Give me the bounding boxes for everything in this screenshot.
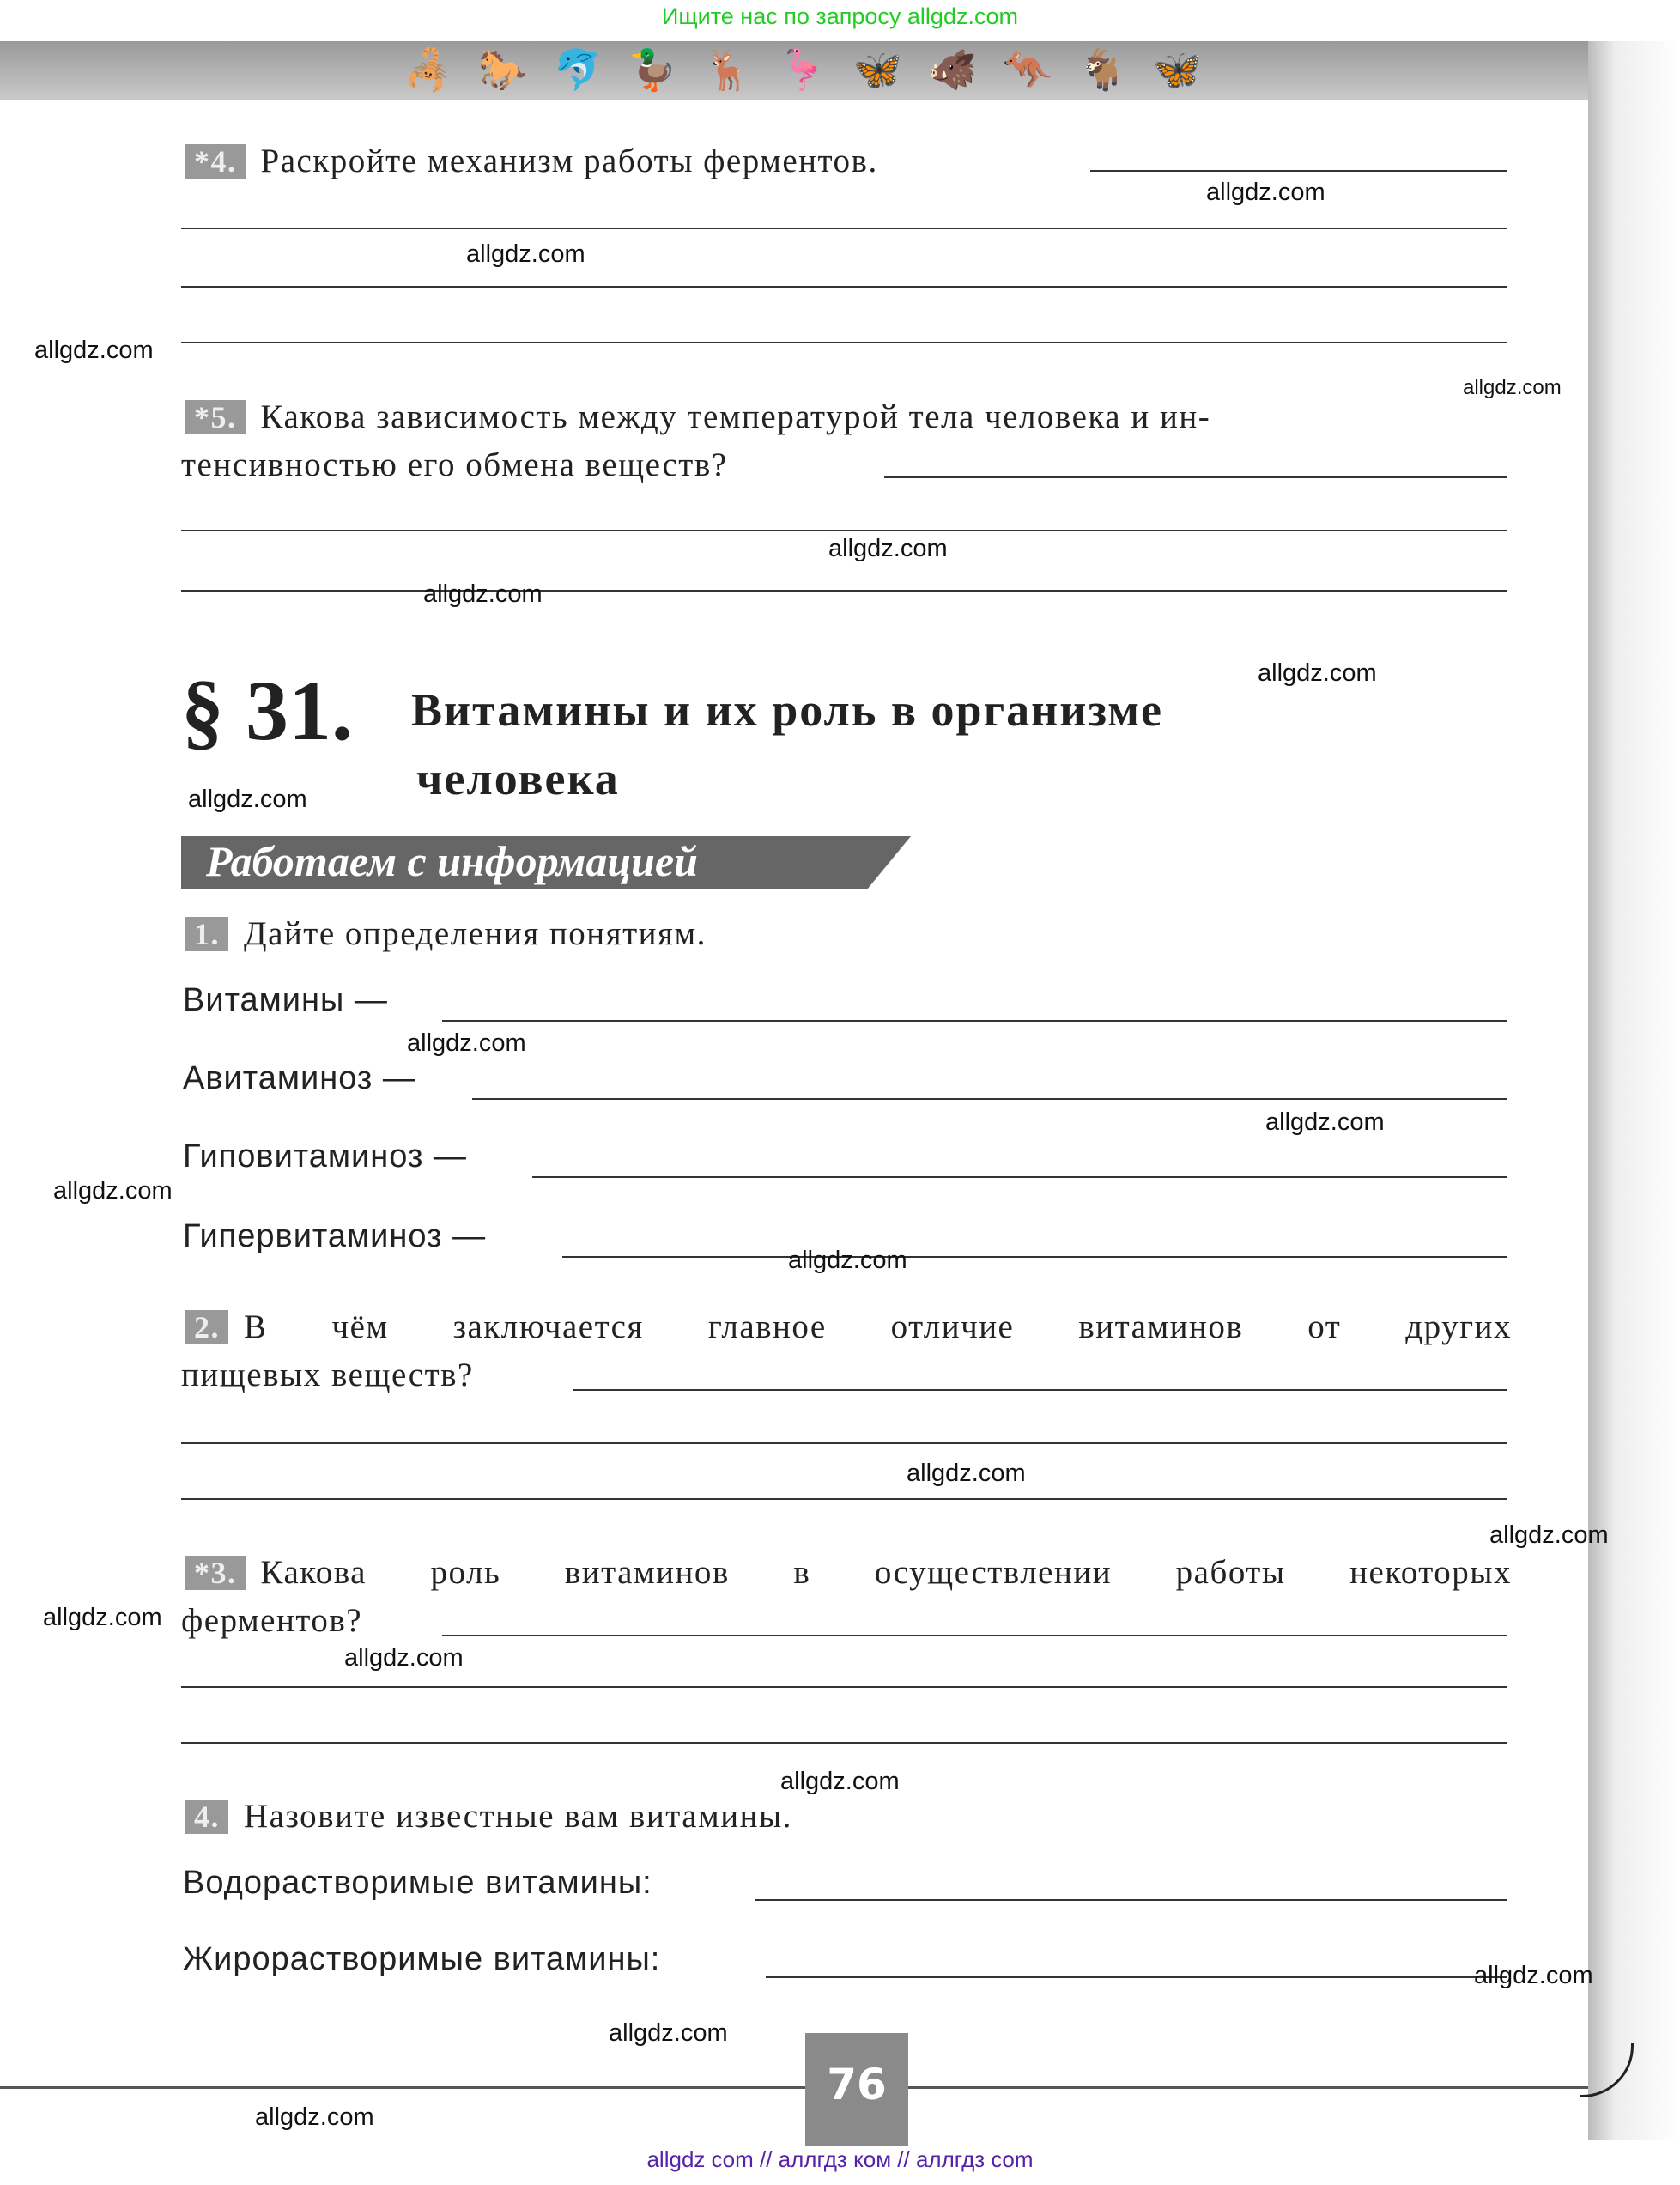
- watermark: allgdz.com: [1258, 659, 1377, 687]
- watermark: allgdz.com: [1206, 179, 1325, 206]
- section-title-line1: Витамины и их роль в организме: [411, 684, 1164, 736]
- question-number: *5.: [185, 400, 246, 434]
- watermark: allgdz.com: [907, 1460, 1026, 1487]
- question-2: [185, 1303, 1512, 1351]
- question-text: Назовите известные вам витамины.: [244, 1798, 792, 1835]
- answer-line[interactable]: [181, 228, 1507, 229]
- answer-line[interactable]: [1090, 170, 1507, 172]
- question-text: В чём заключается главное отличие витаминов от других: [244, 1308, 1512, 1345]
- section-banner-text: Работаем с информацией: [206, 837, 698, 885]
- answer-line[interactable]: [181, 286, 1507, 288]
- question-5: [185, 393, 1210, 441]
- question-number: 2.: [185, 1310, 228, 1344]
- term-hypervitaminosis: Гипервитаминоз —: [183, 1218, 487, 1254]
- page-number: 76: [805, 2033, 908, 2146]
- answer-line[interactable]: [562, 1256, 1507, 1258]
- question-text: Дайте определения понятиям.: [244, 915, 707, 952]
- answer-line[interactable]: [181, 1442, 1507, 1444]
- answer-line[interactable]: [181, 530, 1507, 531]
- page-edge: [1588, 41, 1680, 2140]
- answer-line[interactable]: [532, 1176, 1507, 1178]
- term-avitaminosis: Авитаминоз —: [183, 1060, 416, 1096]
- question-text-cont: пищевых веществ?: [181, 1357, 474, 1393]
- watermark: allgdz.com: [1265, 1108, 1385, 1136]
- watermark: allgdz.com: [255, 2103, 374, 2131]
- fat-soluble-label: Жирорастворимые витамины:: [183, 1941, 661, 1977]
- term-hypovitaminosis: Гиповитаминоз —: [183, 1138, 467, 1174]
- watermark: allgdz.com: [780, 1768, 900, 1795]
- watermark: allgdz.com: [1474, 1962, 1593, 1989]
- answer-line[interactable]: [755, 1899, 1507, 1901]
- watermark: allgdz.com: [1463, 376, 1562, 399]
- answer-line[interactable]: [442, 1020, 1507, 1022]
- page-bottom-rule: [0, 2086, 1588, 2089]
- watermark: allgdz.com: [828, 535, 948, 562]
- answer-line[interactable]: [442, 1635, 1507, 1636]
- answer-line[interactable]: [573, 1389, 1507, 1391]
- watermark: allgdz.com: [1489, 1521, 1609, 1549]
- term-vitamins: Витамины —: [183, 982, 388, 1018]
- watermark: allgdz.com: [344, 1644, 464, 1672]
- answer-line[interactable]: [181, 1686, 1507, 1688]
- watermark: allgdz.com: [53, 1177, 173, 1205]
- section-title-line2: человека: [416, 753, 620, 804]
- answer-line[interactable]: [766, 1976, 1507, 1978]
- answer-line[interactable]: [884, 476, 1507, 478]
- watermark: allgdz.com: [43, 1604, 162, 1631]
- answer-line[interactable]: [181, 1498, 1507, 1500]
- question-number: *4.: [185, 144, 246, 179]
- question-4: [185, 137, 878, 185]
- answer-line[interactable]: [181, 590, 1507, 592]
- answer-line[interactable]: [472, 1098, 1507, 1100]
- watermark: allgdz.com: [188, 786, 307, 813]
- question-text: Раскройте механизм работы ферментов.: [260, 143, 878, 179]
- question-text-cont: тенсивностью его обмена веществ?: [181, 446, 728, 483]
- watermark: allgdz.com: [466, 240, 585, 268]
- footer-links[interactable]: allgdz com // аллгдз ком // аллгдз com: [646, 2146, 1034, 2172]
- section-number: § 31.: [181, 663, 353, 758]
- question-3: [185, 1549, 1512, 1597]
- question-text: Какова зависимость между температурой тела человека и ин-: [260, 398, 1211, 435]
- question-number: *3.: [185, 1556, 246, 1590]
- question-text-cont: ферментов?: [181, 1602, 363, 1639]
- question-text: Какова роль витаминов в осуществлении работы некоторых: [260, 1554, 1512, 1591]
- animal-silhouettes-icon: 🦂🐎🐬🦆🦌🦩🦋🐗🦘🐐🦋: [403, 46, 1228, 93]
- watermark: allgdz.com: [788, 1247, 907, 1274]
- answer-line[interactable]: [181, 342, 1507, 343]
- question-1: [185, 910, 707, 958]
- answer-line[interactable]: [181, 1742, 1507, 1744]
- top-banner[interactable]: Ищите нас по запросу allgdz.com: [662, 3, 1018, 29]
- watermark: allgdz.com: [34, 337, 154, 364]
- watermark: allgdz.com: [407, 1029, 526, 1057]
- question-number: 1.: [185, 917, 228, 951]
- watermark: allgdz.com: [609, 2019, 728, 2047]
- water-soluble-label: Водорастворимые витамины:: [183, 1865, 652, 1901]
- question-number: 4.: [185, 1800, 228, 1834]
- watermark: allgdz.com: [423, 580, 543, 608]
- question-4-vitamins: [185, 1793, 792, 1841]
